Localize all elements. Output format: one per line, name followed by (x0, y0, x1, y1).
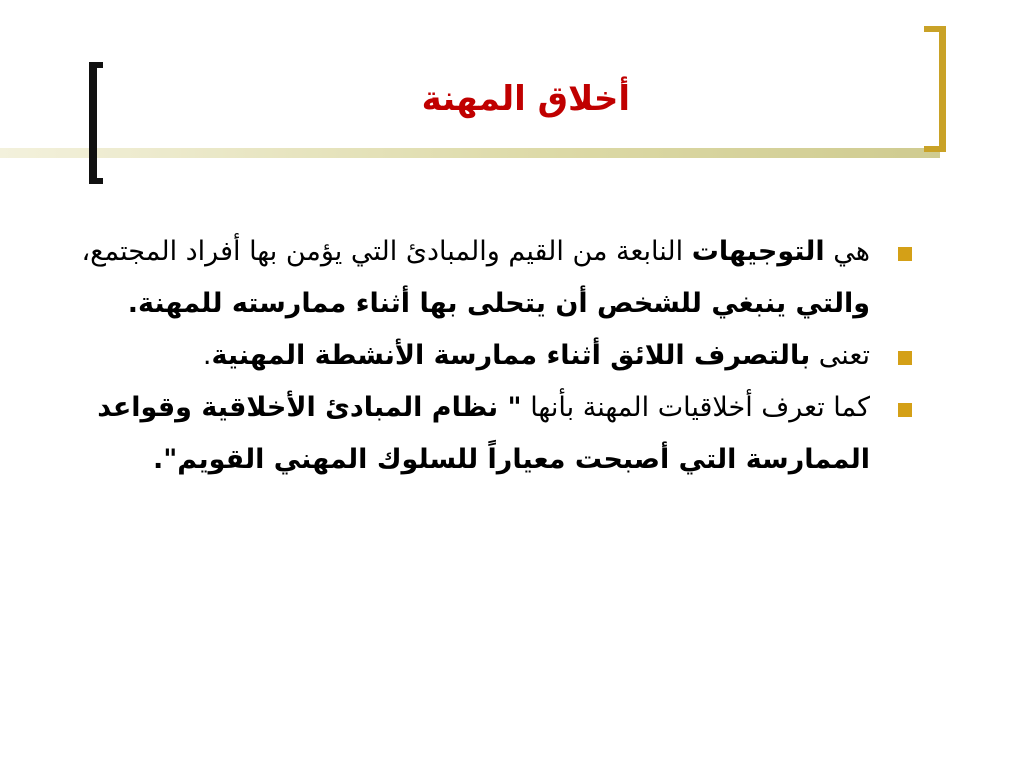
bullet-list (60, 226, 912, 486)
bullet-item (60, 330, 912, 382)
bullet-text-part: هي (824, 236, 870, 267)
bullet-text-part: " نظام المبادئ الأخلاقية وقواعد الممارسة التي أصبحت معياراً للسلوك المهني القويم". (97, 392, 870, 475)
square-bullet-icon (898, 247, 912, 261)
left-bracket-decoration (89, 62, 103, 184)
bullet-text-part: النابعة من القيم والمبادئ التي يؤمن بها أفراد المجتمع، (81, 236, 692, 267)
bullet-text-part: كما تعرف أخلاقيات المهنة بأنها (521, 392, 870, 423)
square-bullet-icon (898, 403, 912, 417)
bullet-item (60, 226, 912, 330)
bullet-text-part: بالتصرف اللائق أثناء ممارسة الأنشطة المهنية (211, 340, 811, 371)
bullet-text-part: التوجيهات (691, 236, 825, 267)
bullet-item (60, 382, 912, 486)
slide-title: أخلاق المهنة (421, 79, 630, 119)
bullet-text-part: تعنى (810, 340, 870, 371)
title-underline (0, 148, 940, 158)
bullet-text-part: . (202, 340, 212, 371)
bullet-text-part: والتي ينبغي للشخص أن يتحلى بها أثناء ممارسته للمهنة. (127, 288, 870, 319)
right-bracket-decoration (924, 26, 946, 152)
square-bullet-icon (898, 351, 912, 365)
